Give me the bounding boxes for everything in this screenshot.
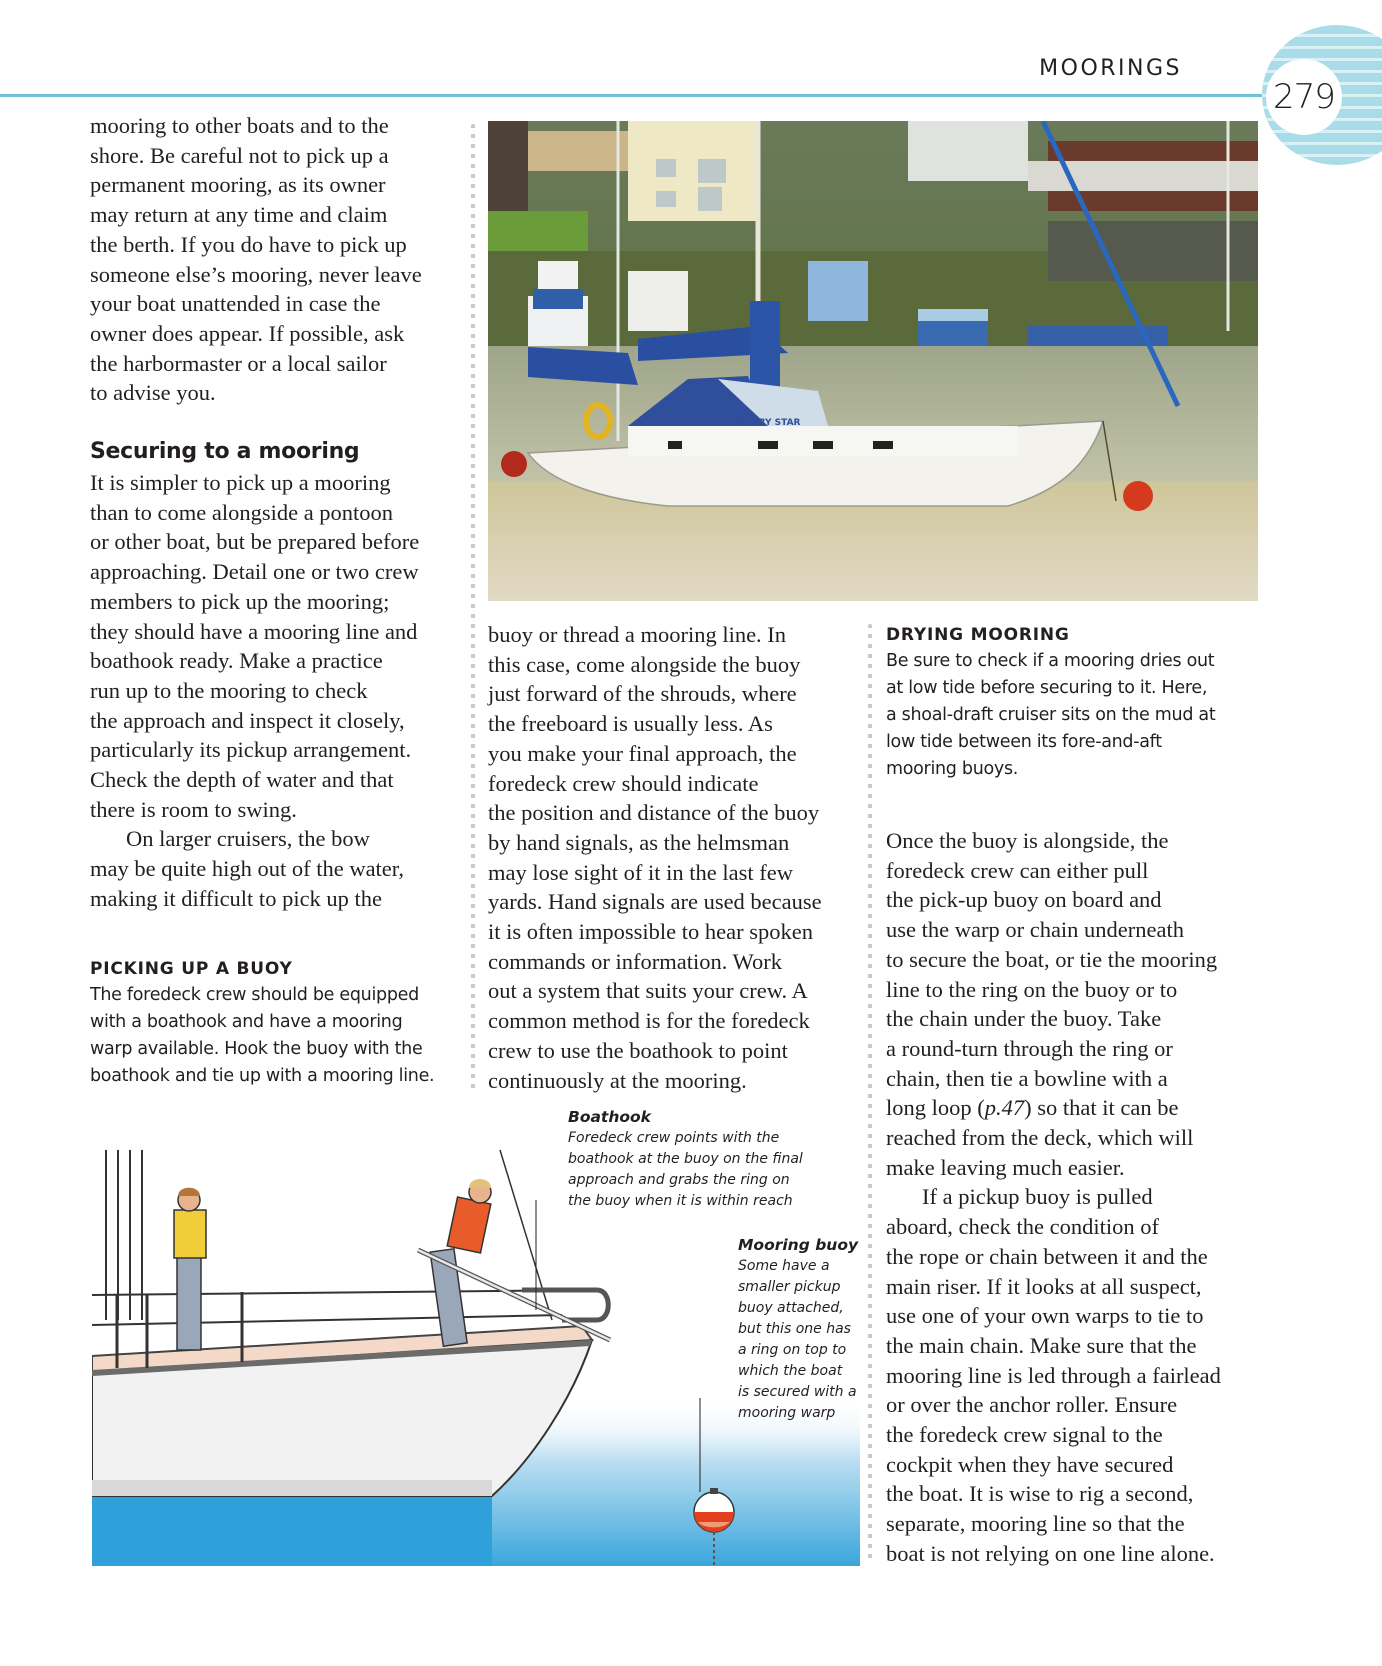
caption-drying-mooring	[886, 622, 1266, 783]
text-line: by hand signals, as the helmsman	[488, 829, 790, 855]
harbor-photo-illustration	[488, 121, 1258, 601]
section-heading: Securing to a mooring	[90, 439, 360, 464]
text-line: the pick-up buoy on board and	[886, 887, 1162, 913]
caption-title: DRYING MOORING	[886, 625, 1070, 645]
text-line: use one of your own warps to tie to	[886, 1303, 1204, 1329]
caption-line: warp available. Hook the buoy with the	[90, 1039, 423, 1059]
text-line: they should have a mooring line and	[90, 618, 418, 644]
column-1-section	[90, 468, 460, 914]
text-line: you make your final approach, the	[488, 740, 797, 766]
column-3	[886, 826, 1276, 1569]
text-line: the main chain. Make sure that the	[886, 1332, 1197, 1358]
text-line: the harbormaster or a local sailor	[90, 350, 387, 376]
text-line: members to pick up the mooring;	[90, 588, 390, 614]
label-line: Foredeck crew points with the	[568, 1130, 780, 1146]
text-line: or over the anchor roller. Ensure	[886, 1392, 1178, 1418]
text-line: aboard, check the condition of	[886, 1214, 1160, 1240]
text-line: someone else’s mooring, never leave	[90, 261, 422, 287]
text-line: mooring to other boats and to the	[90, 113, 389, 138]
drying-mooring-photo	[488, 121, 1258, 601]
label-line: approach and grabs the ring on	[568, 1172, 790, 1188]
text-line: to secure the boat, or tie the mooring	[886, 946, 1218, 972]
caption-line: Be sure to check if a mooring dries out	[886, 651, 1215, 671]
text-line: boathook ready. Make a practice	[90, 648, 383, 674]
caption-line: mooring buoys.	[886, 759, 1019, 779]
text-line: use the warp or chain underneath	[886, 917, 1185, 943]
text-line: your boat unattended in case the	[90, 291, 381, 317]
label-boathook	[568, 1106, 868, 1212]
caption-line: The foredeck crew should be equipped	[90, 985, 419, 1005]
label-line: the buoy when it is within reach	[568, 1193, 793, 1209]
text-line: owner does appear. If possible, ask	[90, 320, 405, 346]
label-title: Mooring buoy	[738, 1236, 859, 1254]
text-line: long loop (p.47) so that it can be	[886, 1095, 1179, 1121]
caption-picking-up-buoy	[90, 956, 460, 1090]
text-line: the boat. It is wise to rig a second,	[886, 1481, 1194, 1507]
column-1-intro	[90, 111, 460, 408]
text-line: foredeck crew can either pull	[886, 857, 1149, 883]
text-line: If a pickup buoy is pulled	[922, 1184, 1153, 1210]
running-head: MOORINGS	[1039, 56, 1182, 81]
dotted-divider-left	[471, 124, 475, 1089]
text-line: cockpit when they have secured	[886, 1451, 1174, 1477]
caption-title: PICKING UP A BUOY	[90, 959, 293, 979]
text-line: the rope or chain between it and the	[886, 1243, 1208, 1269]
caption-line: low tide between its fore-and-aft	[886, 732, 1162, 752]
header-rule	[0, 94, 1270, 97]
text-line: foredeck crew should indicate	[488, 770, 759, 796]
label-line: which the boat	[738, 1363, 843, 1379]
column-2	[488, 620, 858, 1095]
text-line: chain, then tie a bowline with a	[886, 1065, 1168, 1091]
text-line: the position and distance of the buoy	[488, 800, 820, 826]
text-line: than to come alongside a pontoon	[90, 499, 394, 525]
caption-line: boathook and tie up with a mooring line.	[90, 1066, 435, 1086]
text-line: crew to use the boathook to point	[488, 1037, 788, 1063]
label-line: buoy attached,	[738, 1300, 844, 1316]
label-mooring-buoy	[738, 1234, 878, 1424]
label-line: but this one has	[738, 1321, 851, 1337]
text-line: common method is for the foredeck	[488, 1008, 810, 1034]
text-line: make leaving much easier.	[886, 1154, 1125, 1180]
text-line: It is simpler to pick up a mooring	[90, 470, 391, 495]
text-line: the approach and inspect it closely,	[90, 707, 405, 733]
label-title: Boathook	[568, 1108, 651, 1126]
text-line: or other boat, but be prepared before	[90, 529, 420, 555]
text-line: Check the depth of water and that	[90, 767, 394, 793]
text-line: mooring line is led through a fairlead	[886, 1362, 1221, 1388]
text-line: there is room to swing.	[90, 796, 297, 822]
text-line: may lose sight of it in the last few	[488, 859, 793, 885]
label-line: is secured with a	[738, 1384, 857, 1400]
boat-name-text: BARBARY STAR	[724, 418, 801, 428]
label-line: smaller pickup	[738, 1279, 841, 1295]
text-line: making it difficult to pick up the	[90, 885, 383, 911]
text-line: may be quite high out of the water,	[90, 856, 405, 882]
text-line: the berth. If you do have to pick up	[90, 231, 407, 257]
text-line: continuously at the mooring.	[488, 1067, 747, 1093]
label-line: mooring warp	[738, 1405, 836, 1421]
text-line: On larger cruisers, the bow	[126, 826, 370, 852]
label-line: a ring on top to	[738, 1342, 847, 1358]
text-line: yards. Hand signals are used because	[488, 889, 822, 915]
page-reference: p.47	[984, 1095, 1025, 1121]
text-line: boat is not relying on one line alone.	[886, 1540, 1215, 1566]
text-line: may return at any time and claim	[90, 202, 388, 228]
text-line: the chain under the buoy. Take	[886, 1006, 1162, 1032]
text-line: a round-turn through the ring or	[886, 1035, 1173, 1061]
caption-line: with a boathook and have a mooring	[90, 1012, 403, 1032]
text-line: particularly its pickup arrangement.	[90, 737, 412, 763]
caption-line: at low tide before securing to it. Here,	[886, 678, 1208, 698]
text-line: just forward of the shrouds, where	[488, 681, 797, 707]
text-line: out a system that suits your crew. A	[488, 978, 808, 1004]
label-line: Some have a	[738, 1258, 830, 1274]
caption-line: a shoal-draft cruiser sits on the mud at	[886, 705, 1216, 725]
text-line: Once the buoy is alongside, the	[886, 828, 1169, 853]
text-line: reached from the deck, which will	[886, 1125, 1194, 1151]
text-line: this case, come alongside the buoy	[488, 651, 801, 677]
text-line: run up to the mooring to check	[90, 677, 368, 703]
text-line: separate, mooring line so that the	[886, 1511, 1185, 1537]
text-line: buoy or thread a mooring line. In	[488, 622, 787, 647]
text-line: permanent mooring, as its owner	[90, 172, 386, 198]
page-number: 279	[1266, 59, 1342, 135]
text-line: shore. Be careful not to pick up a	[90, 142, 389, 168]
label-line: boathook at the buoy on the final	[568, 1151, 803, 1167]
text-line: it is often impossible to hear spoken	[488, 919, 813, 945]
text-line: the freeboard is usually less. As	[488, 711, 773, 737]
text-line: approaching. Detail one or two crew	[90, 559, 419, 585]
text-line: to advise you.	[90, 380, 216, 406]
text-line: main riser. If it looks at all suspect,	[886, 1273, 1202, 1299]
text-line: the foredeck crew signal to the	[886, 1422, 1163, 1448]
text-line: commands or information. Work	[488, 948, 782, 974]
text-line: line to the ring on the buoy or to	[886, 976, 1178, 1002]
